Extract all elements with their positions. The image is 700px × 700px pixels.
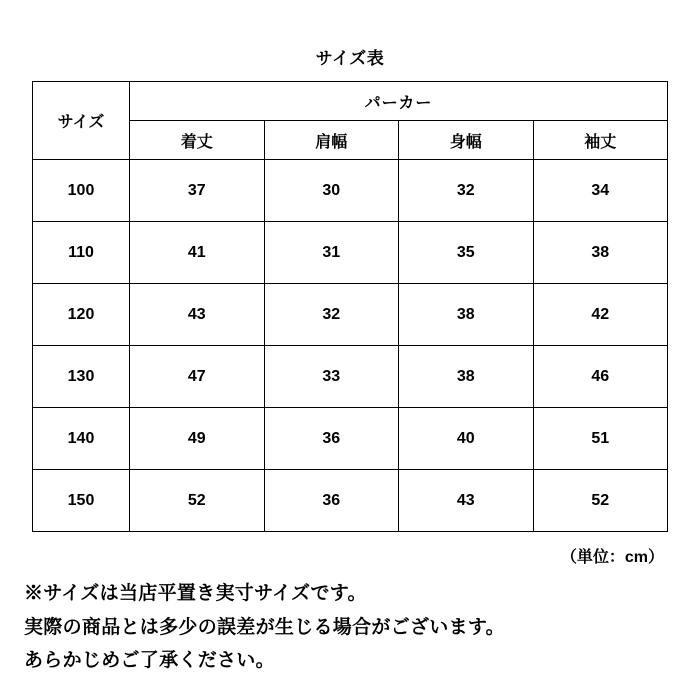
cell-chest: 43 — [399, 470, 534, 532]
note-line: 実際の商品とは多少の誤差が生じる場合がございます。 — [24, 616, 505, 638]
cell-length: 41 — [130, 222, 265, 284]
cell-sleeve: 38 — [533, 222, 668, 284]
header-sleeve: 袖丈 — [533, 121, 668, 160]
header-shoulder: 肩幅 — [264, 121, 399, 160]
table-header-row-group — [33, 82, 668, 121]
row-size-label: 100 — [33, 160, 130, 222]
note-line: ※サイズは当店平置き実寸サイズです。 — [24, 583, 367, 604]
row-size-label: 120 — [33, 284, 130, 346]
row-size-label: 150 — [33, 470, 130, 532]
cell-length: 52 — [130, 470, 265, 532]
table-row — [33, 222, 668, 284]
unit-note: （単位：cm） — [560, 549, 664, 566]
cell-sleeve: 52 — [533, 470, 668, 532]
table-header — [33, 82, 668, 160]
cell-shoulder: 31 — [264, 222, 399, 284]
cell-length: 47 — [130, 346, 265, 408]
cell-sleeve: 51 — [533, 408, 668, 470]
header-group-parka: パーカー — [130, 82, 668, 121]
cell-chest: 38 — [399, 284, 534, 346]
cell-length: 37 — [130, 160, 265, 222]
page-title: サイズ表 — [315, 49, 385, 68]
cell-length: 43 — [130, 284, 265, 346]
cell-sleeve: 46 — [533, 346, 668, 408]
cell-shoulder: 36 — [264, 408, 399, 470]
cell-shoulder: 32 — [264, 284, 399, 346]
row-size-label: 110 — [33, 222, 130, 284]
cell-shoulder: 30 — [264, 160, 399, 222]
cell-chest: 38 — [399, 346, 534, 408]
header-size: サイズ — [33, 82, 130, 160]
notes-block — [0, 567, 700, 674]
note-line: あらかじめご了承ください。 — [24, 650, 275, 672]
cell-sleeve: 42 — [533, 284, 668, 346]
table-body — [33, 160, 668, 532]
row-size-label: 140 — [33, 408, 130, 470]
row-size-label: 130 — [33, 346, 130, 408]
table-row — [33, 408, 668, 470]
size-table — [32, 81, 668, 532]
size-table-container — [0, 81, 700, 532]
table-row — [33, 284, 668, 346]
cell-shoulder: 33 — [264, 346, 399, 408]
cell-shoulder: 36 — [264, 470, 399, 532]
cell-chest: 35 — [399, 222, 534, 284]
header-chest: 身幅 — [399, 121, 534, 160]
header-length: 着丈 — [130, 121, 265, 160]
cell-length: 49 — [130, 408, 265, 470]
table-row — [33, 346, 668, 408]
cell-chest: 32 — [399, 160, 534, 222]
cell-chest: 40 — [399, 408, 534, 470]
cell-sleeve: 34 — [533, 160, 668, 222]
table-row — [33, 470, 668, 532]
table-row — [33, 160, 668, 222]
